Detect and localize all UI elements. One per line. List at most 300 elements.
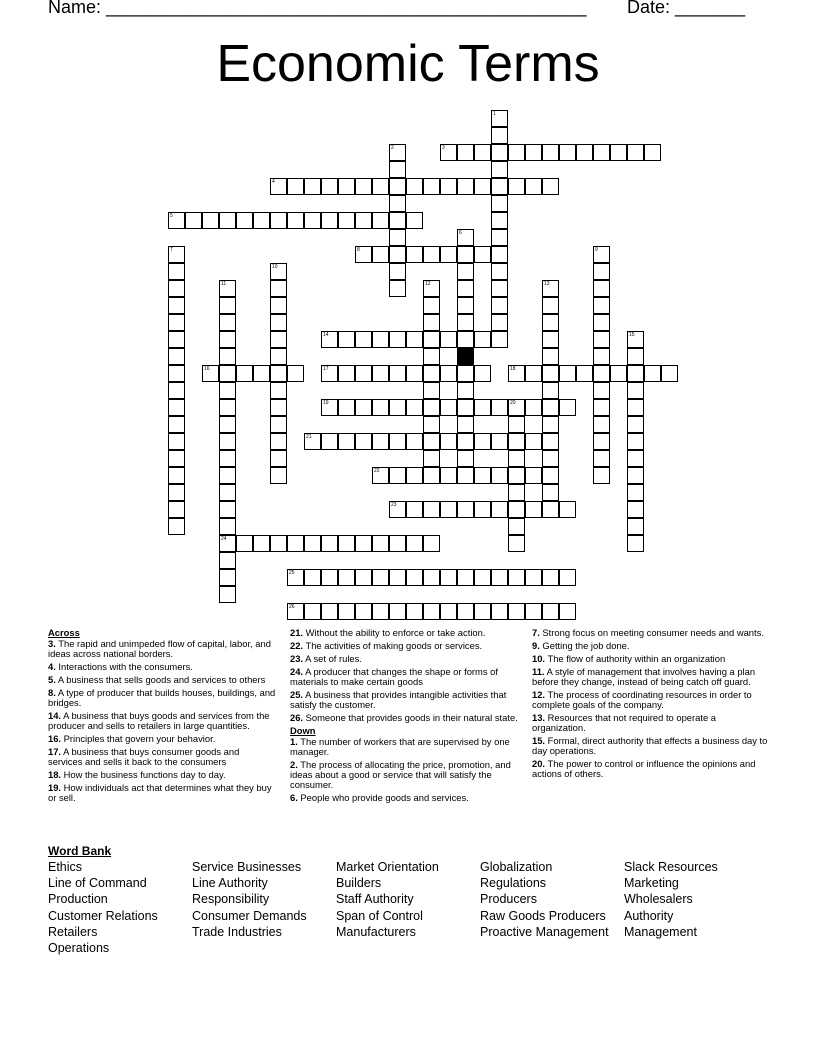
grid-cell[interactable] [457,416,474,433]
grid-cell[interactable] [389,365,406,382]
grid-cell[interactable] [627,501,644,518]
grid-cell[interactable] [491,297,508,314]
grid-cell[interactable] [457,569,474,586]
grid-cell[interactable] [627,365,644,382]
grid-cell[interactable] [593,297,610,314]
grid-cell[interactable] [219,518,236,535]
grid-cell[interactable] [168,467,185,484]
grid-cell[interactable] [440,501,457,518]
grid-cell[interactable] [219,348,236,365]
grid-cell[interactable] [440,569,457,586]
grid-cell[interactable] [270,263,287,280]
grid-cell[interactable] [440,467,457,484]
grid-cell[interactable] [627,416,644,433]
grid-cell[interactable] [406,246,423,263]
grid-cell[interactable] [457,280,474,297]
grid-cell[interactable] [219,586,236,603]
grid-cell[interactable] [593,246,610,263]
grid-cell[interactable] [508,365,525,382]
grid-cell[interactable] [627,144,644,161]
grid-cell[interactable] [457,450,474,467]
grid-cell[interactable] [423,433,440,450]
grid-cell[interactable] [491,246,508,263]
grid-cell[interactable] [457,433,474,450]
grid-cell[interactable] [627,535,644,552]
grid-cell[interactable] [219,314,236,331]
grid-cell[interactable] [491,569,508,586]
grid-cell[interactable] [406,501,423,518]
grid-cell[interactable] [491,144,508,161]
grid-cell[interactable] [304,603,321,620]
grid-cell[interactable] [321,569,338,586]
grid-cell[interactable] [457,246,474,263]
grid-cell[interactable] [440,331,457,348]
grid-cell[interactable] [270,280,287,297]
grid-cell[interactable] [593,467,610,484]
grid-cell[interactable] [457,314,474,331]
grid-cell[interactable] [355,433,372,450]
grid-cell[interactable] [253,365,270,382]
grid-cell[interactable] [457,144,474,161]
grid-cell[interactable] [219,280,236,297]
grid-cell[interactable] [508,178,525,195]
grid-cell[interactable] [355,178,372,195]
grid-cell[interactable] [627,348,644,365]
grid-cell[interactable] [406,399,423,416]
grid-cell[interactable] [168,314,185,331]
grid-cell[interactable] [559,603,576,620]
grid-cell[interactable] [372,467,389,484]
grid-cell[interactable] [355,603,372,620]
grid-cell[interactable] [389,331,406,348]
grid-cell[interactable] [610,144,627,161]
grid-cell[interactable] [627,450,644,467]
grid-cell[interactable] [491,399,508,416]
grid-cell[interactable] [457,501,474,518]
grid-cell[interactable] [372,212,389,229]
grid-cell[interactable] [525,603,542,620]
grid-cell[interactable] [389,178,406,195]
grid-cell[interactable] [542,484,559,501]
grid-cell[interactable] [338,331,355,348]
grid-cell[interactable] [389,569,406,586]
grid-cell[interactable] [474,399,491,416]
grid-cell[interactable] [593,365,610,382]
grid-cell[interactable] [474,501,491,518]
grid-cell[interactable] [457,382,474,399]
grid-cell[interactable] [474,467,491,484]
grid-cell[interactable] [593,144,610,161]
grid-cell[interactable] [491,314,508,331]
grid-cell[interactable] [321,212,338,229]
grid-cell[interactable] [542,144,559,161]
grid-cell[interactable] [627,433,644,450]
grid-cell[interactable] [508,501,525,518]
grid-cell[interactable] [338,569,355,586]
grid-cell[interactable] [406,603,423,620]
grid-cell[interactable] [185,212,202,229]
grid-cell[interactable] [542,382,559,399]
grid-cell[interactable] [168,518,185,535]
grid-cell[interactable] [491,501,508,518]
grid-cell[interactable] [338,535,355,552]
grid-cell[interactable] [423,569,440,586]
grid-cell[interactable] [440,433,457,450]
grid-cell[interactable] [474,603,491,620]
grid-cell[interactable] [593,280,610,297]
grid-cell[interactable] [168,433,185,450]
grid-cell[interactable] [389,161,406,178]
grid-cell[interactable] [474,246,491,263]
grid-cell[interactable] [457,365,474,382]
grid-cell[interactable] [321,365,338,382]
grid-cell[interactable] [389,280,406,297]
grid-cell[interactable] [423,535,440,552]
grid-cell[interactable] [542,416,559,433]
grid-cell[interactable] [491,195,508,212]
grid-cell[interactable] [542,450,559,467]
grid-cell[interactable] [338,433,355,450]
grid-cell[interactable] [253,535,270,552]
grid-cell[interactable] [219,467,236,484]
grid-cell[interactable] [627,467,644,484]
grid-cell[interactable] [338,178,355,195]
grid-cell[interactable] [287,569,304,586]
grid-cell[interactable] [168,280,185,297]
grid-cell[interactable] [389,433,406,450]
grid-cell[interactable] [219,365,236,382]
grid-cell[interactable] [389,535,406,552]
grid-cell[interactable] [321,603,338,620]
grid-cell[interactable] [542,314,559,331]
grid-cell[interactable] [423,416,440,433]
grid-cell[interactable] [542,501,559,518]
grid-cell[interactable] [355,365,372,382]
grid-cell[interactable] [168,416,185,433]
grid-cell[interactable] [474,331,491,348]
grid-cell[interactable] [542,280,559,297]
grid-cell[interactable] [491,127,508,144]
grid-cell[interactable] [270,348,287,365]
grid-cell[interactable] [457,399,474,416]
grid-cell[interactable] [542,178,559,195]
grid-cell[interactable] [491,110,508,127]
grid-cell[interactable] [457,603,474,620]
grid-cell[interactable] [457,297,474,314]
grid-cell[interactable] [270,467,287,484]
grid-cell[interactable] [389,263,406,280]
grid-cell[interactable] [508,535,525,552]
grid-cell[interactable] [423,399,440,416]
grid-cell[interactable] [491,280,508,297]
grid-cell[interactable] [491,331,508,348]
grid-cell[interactable] [525,467,542,484]
grid-cell[interactable] [406,178,423,195]
grid-cell[interactable] [270,212,287,229]
grid-cell[interactable] [542,399,559,416]
grid-cell[interactable] [372,569,389,586]
grid-cell[interactable] [474,178,491,195]
grid-cell[interactable] [270,365,287,382]
grid-cell[interactable] [270,433,287,450]
grid-cell[interactable] [559,399,576,416]
grid-cell[interactable] [576,365,593,382]
grid-cell[interactable] [491,212,508,229]
grid-cell[interactable] [423,450,440,467]
grid-cell[interactable] [406,433,423,450]
grid-cell[interactable] [457,467,474,484]
grid-cell[interactable] [372,365,389,382]
grid-cell[interactable] [389,501,406,518]
grid-cell[interactable] [474,433,491,450]
grid-cell[interactable] [508,450,525,467]
grid-cell[interactable] [610,365,627,382]
grid-cell[interactable] [423,246,440,263]
grid-cell[interactable] [559,501,576,518]
grid-cell[interactable] [508,569,525,586]
grid-cell[interactable] [355,569,372,586]
grid-cell[interactable] [474,569,491,586]
grid-cell[interactable] [593,382,610,399]
grid-cell[interactable] [542,433,559,450]
grid-cell[interactable] [542,603,559,620]
grid-cell[interactable] [389,603,406,620]
grid-cell[interactable] [338,399,355,416]
grid-cell[interactable] [270,399,287,416]
grid-cell[interactable] [168,246,185,263]
grid-cell[interactable] [491,263,508,280]
grid-cell[interactable] [542,467,559,484]
grid-cell[interactable] [219,399,236,416]
grid-cell[interactable] [508,467,525,484]
grid-cell[interactable] [406,569,423,586]
grid-cell[interactable] [389,399,406,416]
grid-cell[interactable] [440,365,457,382]
grid-cell[interactable] [219,535,236,552]
grid-cell[interactable] [202,365,219,382]
grid-cell[interactable] [355,535,372,552]
grid-cell[interactable] [644,365,661,382]
grid-cell[interactable] [287,178,304,195]
grid-cell[interactable] [593,314,610,331]
grid-cell[interactable] [406,535,423,552]
grid-cell[interactable] [389,229,406,246]
grid-cell[interactable] [423,331,440,348]
grid-cell[interactable] [542,365,559,382]
grid-cell[interactable] [406,365,423,382]
grid-cell[interactable] [525,501,542,518]
grid-cell[interactable] [491,467,508,484]
grid-cell[interactable] [372,433,389,450]
grid-cell[interactable] [627,399,644,416]
grid-cell[interactable] [593,450,610,467]
grid-cell[interactable] [321,178,338,195]
grid-cell[interactable] [593,399,610,416]
grid-cell[interactable] [389,246,406,263]
grid-cell[interactable] [202,212,219,229]
grid-cell[interactable] [423,178,440,195]
grid-cell[interactable] [304,433,321,450]
grid-cell[interactable] [287,603,304,620]
grid-cell[interactable] [389,195,406,212]
grid-cell[interactable] [168,501,185,518]
grid-cell[interactable] [372,603,389,620]
grid-cell[interactable] [168,450,185,467]
grid-cell[interactable] [168,331,185,348]
grid-cell[interactable] [440,603,457,620]
grid-cell[interactable] [508,433,525,450]
grid-cell[interactable] [559,144,576,161]
grid-cell[interactable] [287,212,304,229]
grid-cell[interactable] [627,518,644,535]
grid-cell[interactable] [423,348,440,365]
grid-cell[interactable] [440,399,457,416]
grid-cell[interactable] [219,552,236,569]
grid-cell[interactable] [423,603,440,620]
grid-cell[interactable] [372,178,389,195]
grid-cell[interactable] [457,263,474,280]
grid-cell[interactable] [372,399,389,416]
grid-cell[interactable] [168,297,185,314]
grid-cell[interactable] [508,416,525,433]
grid-cell[interactable] [168,399,185,416]
grid-cell[interactable] [219,484,236,501]
grid-cell[interactable] [474,144,491,161]
grid-cell[interactable] [270,450,287,467]
grid-cell[interactable] [525,569,542,586]
grid-cell[interactable] [321,433,338,450]
grid-cell[interactable] [321,331,338,348]
grid-cell[interactable] [474,365,491,382]
grid-cell[interactable] [525,365,542,382]
grid-cell[interactable] [338,212,355,229]
grid-cell[interactable] [627,382,644,399]
grid-cell[interactable] [219,501,236,518]
grid-cell[interactable] [236,535,253,552]
grid-cell[interactable] [304,212,321,229]
grid-cell[interactable] [593,331,610,348]
grid-cell[interactable] [423,467,440,484]
grid-cell[interactable] [355,212,372,229]
grid-cell[interactable] [440,144,457,161]
grid-cell[interactable] [491,433,508,450]
grid-cell[interactable] [338,603,355,620]
grid-cell[interactable] [457,229,474,246]
grid-cell[interactable] [457,178,474,195]
grid-cell[interactable] [593,433,610,450]
grid-cell[interactable] [168,263,185,280]
grid-cell[interactable] [287,365,304,382]
grid-cell[interactable] [559,569,576,586]
grid-cell[interactable] [508,144,525,161]
grid-cell[interactable] [508,484,525,501]
grid-cell[interactable] [219,416,236,433]
grid-cell[interactable] [525,399,542,416]
grid-cell[interactable] [219,450,236,467]
grid-cell[interactable] [236,212,253,229]
grid-cell[interactable] [321,399,338,416]
grid-cell[interactable] [219,297,236,314]
grid-cell[interactable] [406,467,423,484]
grid-cell[interactable] [168,484,185,501]
grid-cell[interactable] [304,535,321,552]
grid-cell[interactable] [627,484,644,501]
grid-cell[interactable] [219,382,236,399]
grid-cell[interactable] [321,535,338,552]
grid-cell[interactable] [423,314,440,331]
grid-cell[interactable] [304,178,321,195]
grid-cell[interactable] [508,518,525,535]
grid-cell[interactable] [168,348,185,365]
grid-cell[interactable] [440,178,457,195]
grid-cell[interactable] [219,433,236,450]
grid-cell[interactable] [542,331,559,348]
grid-cell[interactable] [304,569,321,586]
grid-cell[interactable] [542,348,559,365]
grid-cell[interactable] [423,382,440,399]
grid-cell[interactable] [389,212,406,229]
grid-cell[interactable] [219,212,236,229]
grid-cell[interactable] [559,365,576,382]
grid-cell[interactable] [270,314,287,331]
grid-cell[interactable] [525,433,542,450]
grid-cell[interactable] [355,331,372,348]
grid-cell[interactable] [406,212,423,229]
grid-cell[interactable] [355,246,372,263]
grid-cell[interactable] [576,144,593,161]
grid-cell[interactable] [525,178,542,195]
grid-cell[interactable] [661,365,678,382]
grid-cell[interactable] [491,178,508,195]
grid-cell[interactable] [423,365,440,382]
grid-cell[interactable] [423,280,440,297]
grid-cell[interactable] [270,535,287,552]
grid-cell[interactable] [593,263,610,280]
grid-cell[interactable] [270,416,287,433]
grid-cell[interactable] [525,144,542,161]
grid-cell[interactable] [270,297,287,314]
grid-cell[interactable] [508,603,525,620]
grid-cell[interactable] [270,331,287,348]
grid-cell[interactable] [406,331,423,348]
grid-cell[interactable] [372,331,389,348]
grid-cell[interactable] [491,229,508,246]
grid-cell[interactable] [491,161,508,178]
grid-cell[interactable] [168,382,185,399]
grid-cell[interactable] [508,399,525,416]
grid-cell[interactable] [423,297,440,314]
grid-cell[interactable] [253,212,270,229]
grid-cell[interactable] [542,297,559,314]
grid-cell[interactable] [372,246,389,263]
grid-cell[interactable] [236,365,253,382]
grid-cell[interactable] [338,365,355,382]
grid-cell[interactable] [644,144,661,161]
grid-cell[interactable] [270,178,287,195]
grid-cell[interactable] [457,331,474,348]
grid-cell[interactable] [168,365,185,382]
grid-cell[interactable] [542,569,559,586]
grid-cell[interactable] [423,501,440,518]
grid-cell[interactable] [168,212,185,229]
grid-cell[interactable] [389,467,406,484]
grid-cell[interactable] [219,569,236,586]
grid-cell[interactable] [389,144,406,161]
grid-cell[interactable] [491,603,508,620]
grid-cell[interactable] [593,416,610,433]
grid-cell[interactable] [372,535,389,552]
grid-cell[interactable] [287,535,304,552]
